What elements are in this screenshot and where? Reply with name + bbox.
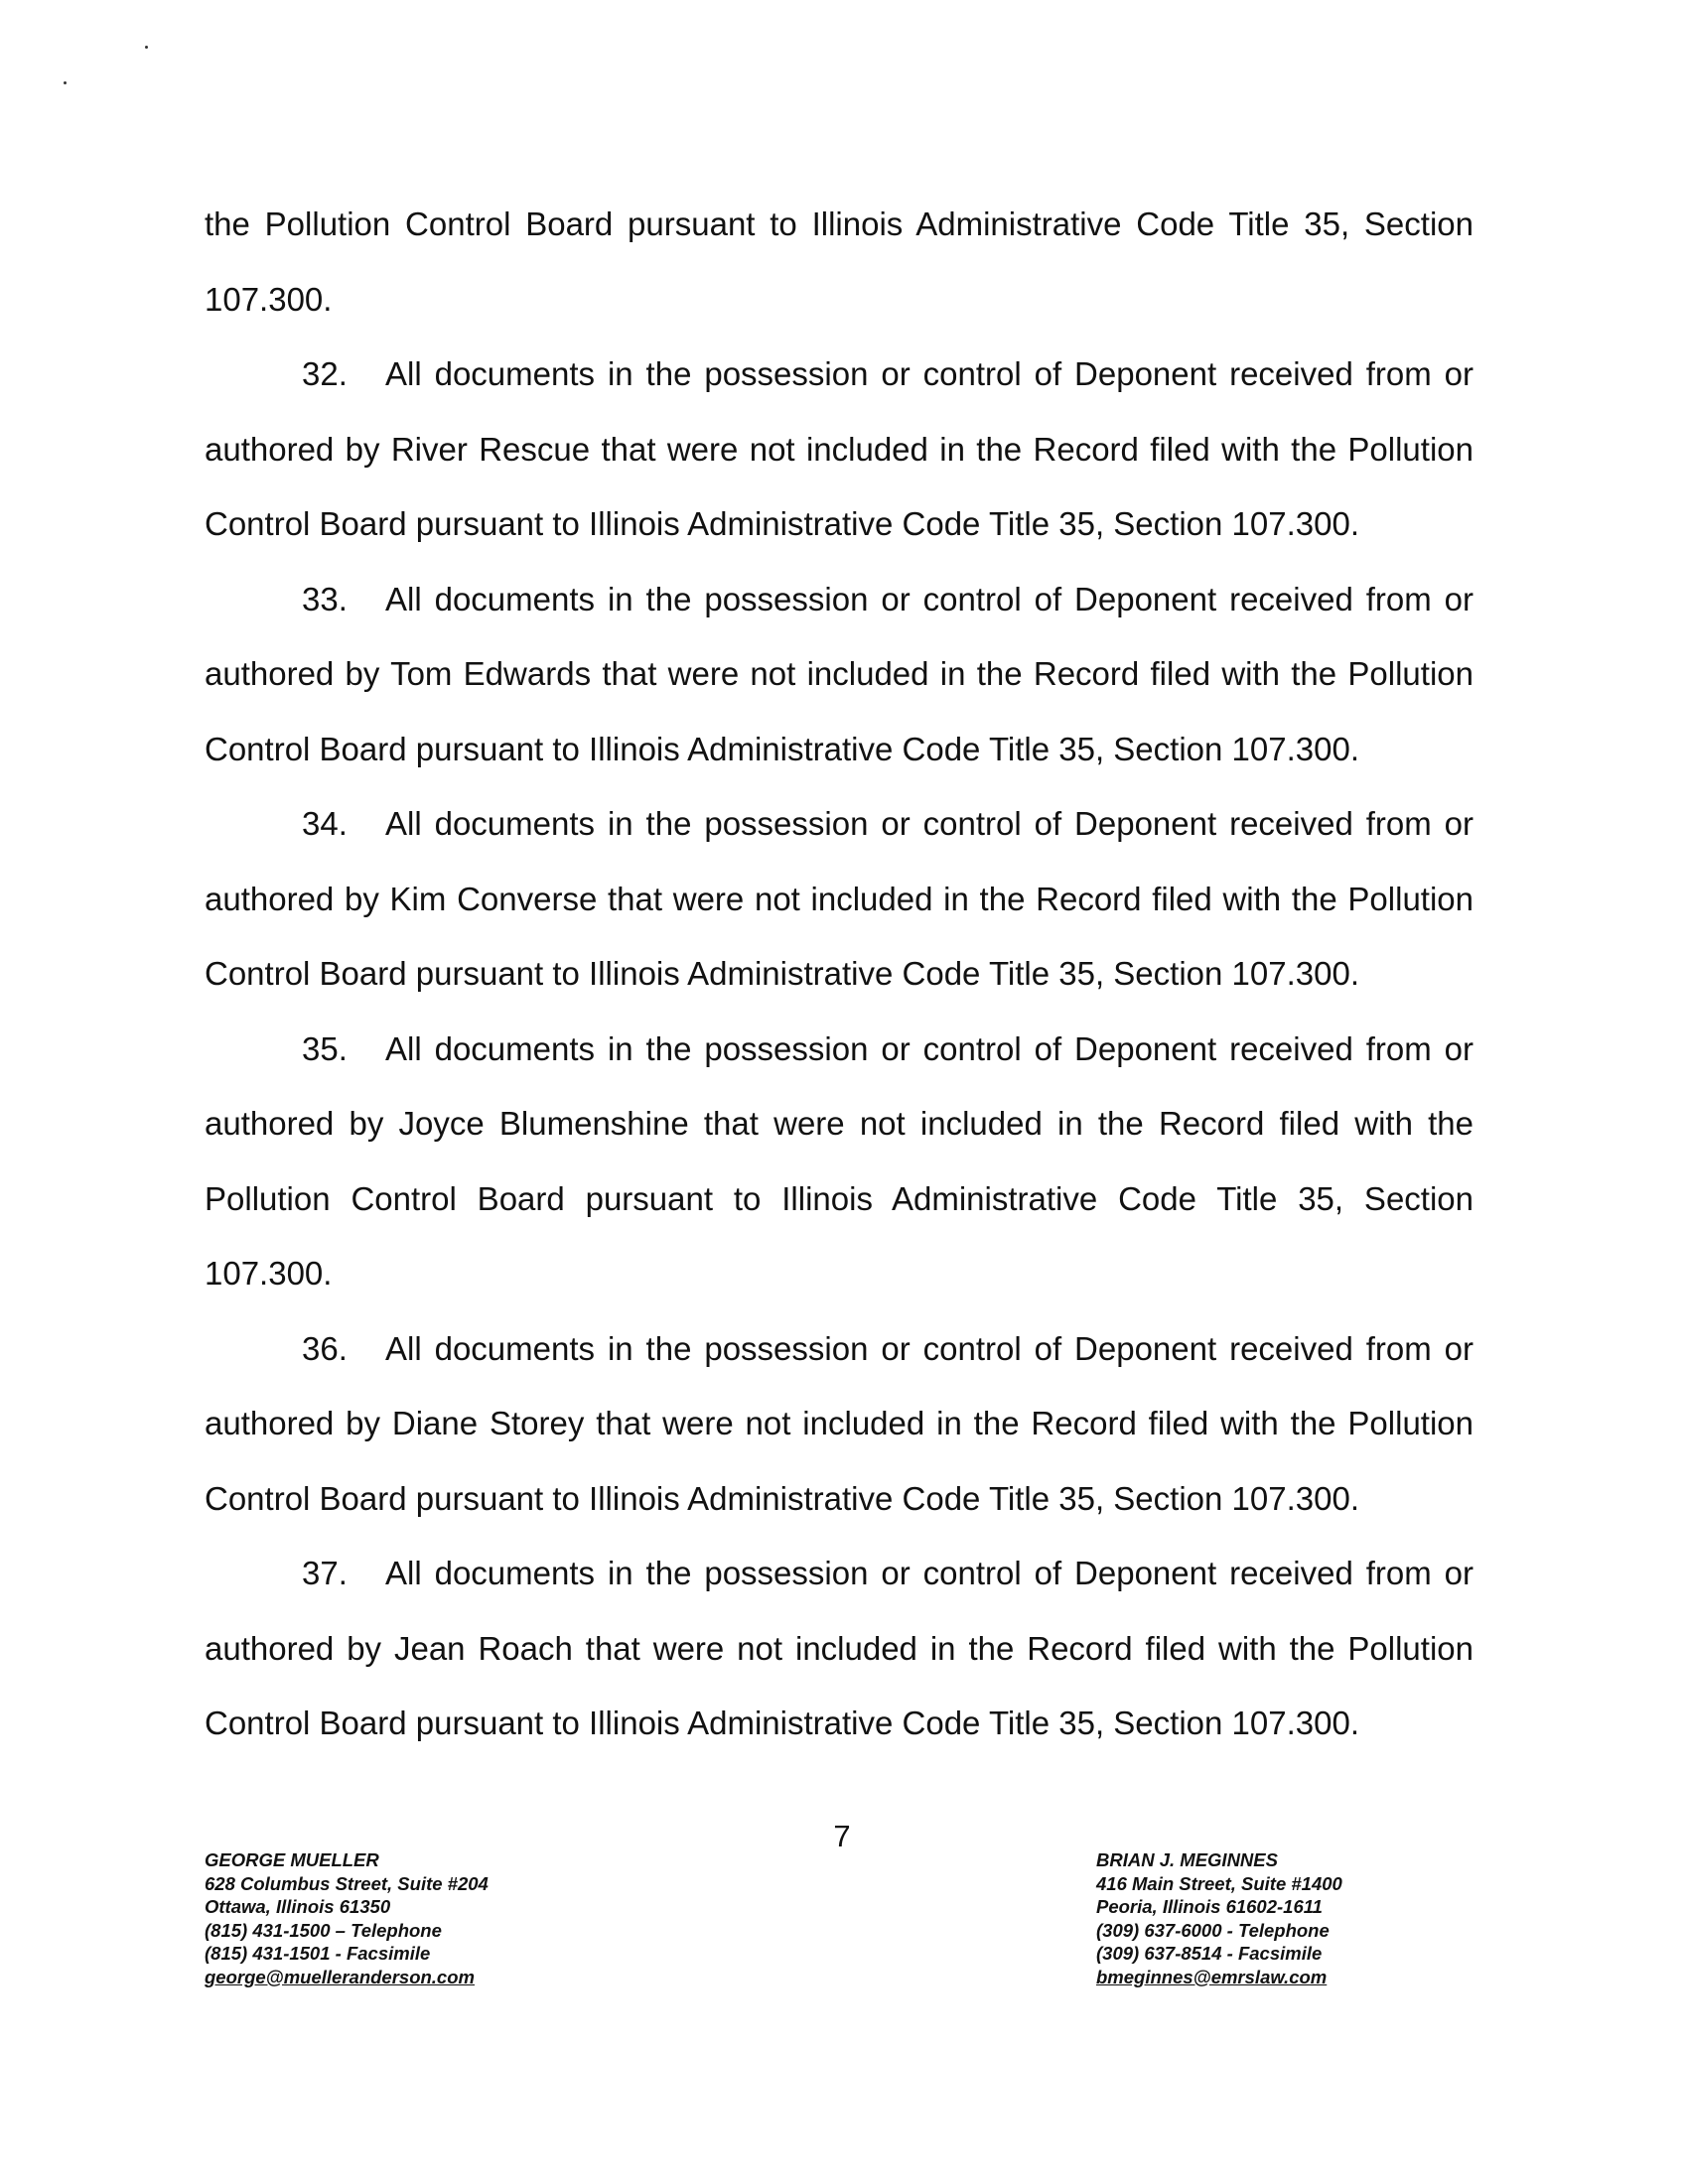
paragraph-text: All documents in the possession or control of Deponent received from or authored by Kim Converse that were not included in the Record filed with the Pollution Control Board pursuant to Illinois Administrative Code Title 35, Section 107.300. [205, 805, 1474, 992]
footer-contact-left [205, 1848, 489, 1988]
attorney-name: BRIAN J. MEGINNES [1096, 1849, 1278, 1870]
continuation-paragraph: the Pollution Control Board pursuant to Illinois Administrative Code Title 35, Section 107.300. [205, 205, 1474, 318]
paragraph-33 [205, 562, 1474, 787]
email-link[interactable]: bmeginnes@emrslaw.com [1096, 1966, 1328, 1987]
paragraph-text: All documents in the possession or control of Deponent received from or authored by Tom Edwards that were not included in the Record filed with the Pollution Control Board pursuant to Illinois Administrative Code Title 35, Section 107.300. [205, 580, 1474, 767]
street-address: 628 Columbus Street, Suite #204 [205, 1872, 489, 1894]
street-address: 416 Main Street, Suite #1400 [1096, 1872, 1342, 1894]
paragraph-34 [205, 786, 1474, 1012]
facsimile: (815) 431-1501 - Facsimile [205, 1943, 431, 1964]
paragraph-number: 35. [302, 1029, 348, 1067]
paragraph-number: 32. [302, 355, 348, 392]
paragraph-number: 36. [302, 1329, 348, 1367]
paragraph-text: All documents in the possession or control of Deponent received from or authored by Diane Storey that were not included in the Record filed with the Pollution Control Board pursuant to Illinois Administrative Code Title 35, Section 107.300. [205, 1329, 1474, 1517]
city-state-zip: Peoria, Illinois 61602-1611 [1096, 1896, 1323, 1917]
facsimile: (309) 637-8514 - Facsimile [1096, 1943, 1323, 1964]
telephone: (815) 431-1500 – Telephone [205, 1919, 442, 1941]
paragraph-32 [205, 337, 1474, 562]
document-body [205, 187, 1474, 1761]
telephone: (309) 637-6000 - Telephone [1096, 1919, 1330, 1941]
paragraph-number: 37. [302, 1555, 348, 1591]
city-state-zip: Ottawa, Illinois 61350 [205, 1896, 391, 1917]
scan-speck [145, 46, 148, 49]
page-number: 7 [833, 1819, 851, 1853]
scan-speck [64, 81, 67, 84]
paragraph-36 [205, 1311, 1474, 1537]
paragraph-text: All documents in the possession or control of Deponent received from or authored by Jean Roach that were not included in the Record filed with the Pollution Control Board pursuant to Illinois Administrative Code Title 35, Section 107.300. [205, 1555, 1474, 1741]
paragraph-text: All documents in the possession or control of Deponent received from or authored by Joyce Blumenshine that were not included in the Record filed with the Pollution Control Board pursuant to Illinois Administrative Code Title 35, Section 107.300. [205, 1029, 1474, 1292]
email-link[interactable]: george@muelleranderson.com [205, 1966, 475, 1987]
paragraph-number: 33. [302, 580, 348, 617]
paragraph-37 [205, 1536, 1474, 1761]
attorney-name: GEORGE MUELLER [205, 1849, 379, 1870]
footer-contact-right [1096, 1848, 1342, 1988]
paragraph-35 [205, 1012, 1474, 1311]
paragraph-number: 34. [302, 805, 348, 842]
paragraph-text: All documents in the possession or control of Deponent received from or authored by River Rescue that were not included in the Record filed with the Pollution Control Board pursuant to Illinois Administrative Code Title 35, Section 107.300. [205, 355, 1474, 542]
